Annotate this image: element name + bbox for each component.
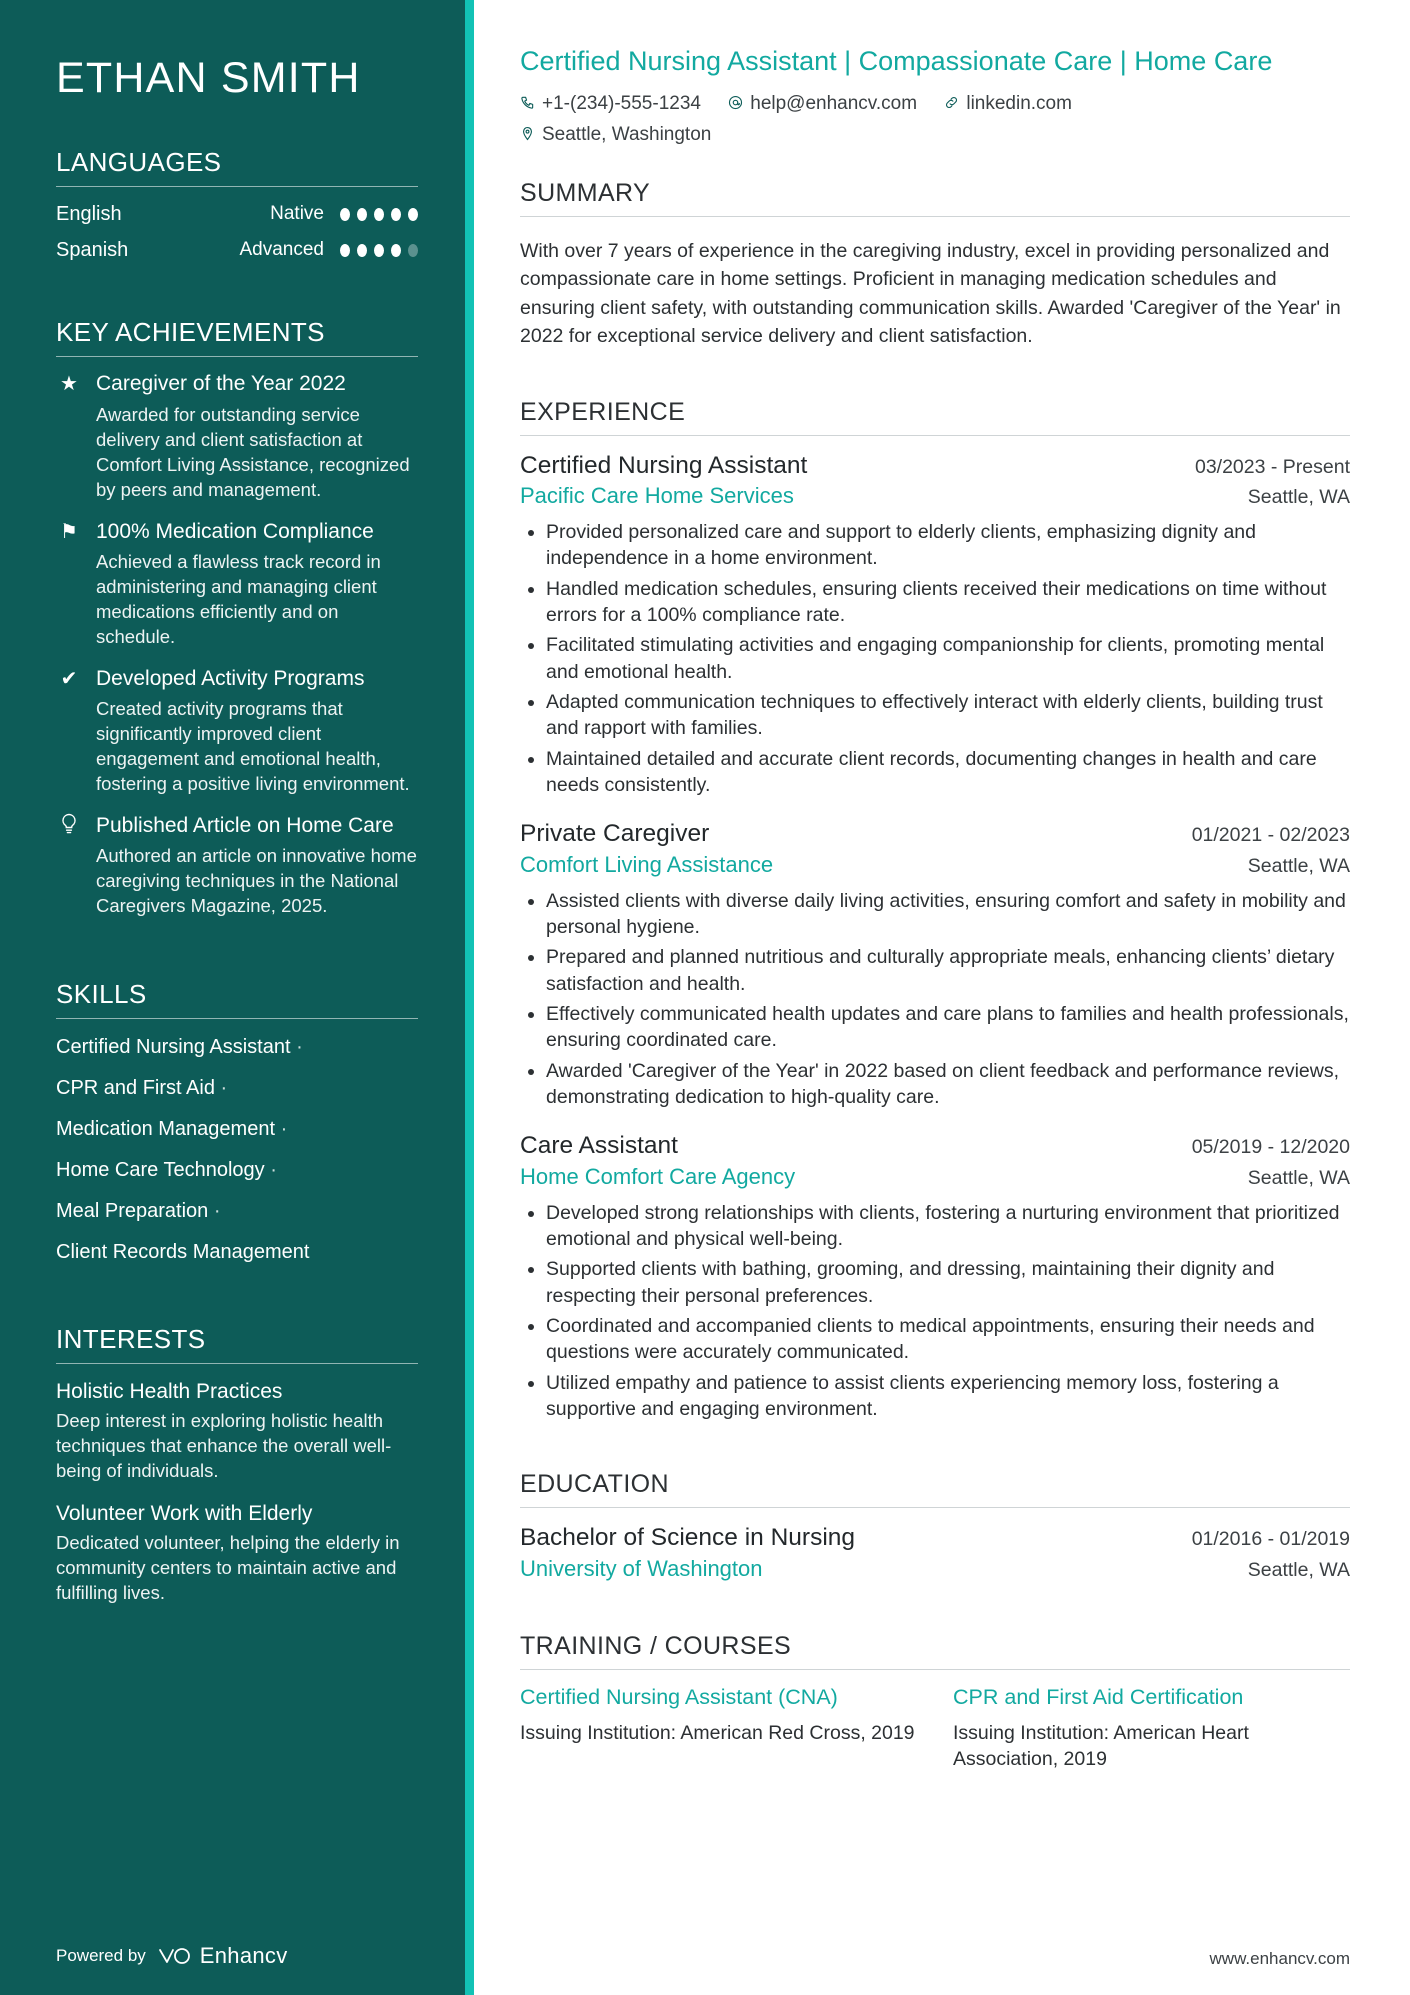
section-training-courses (520, 1632, 1350, 1773)
interest-item (56, 1500, 418, 1606)
skill-label: Home Care Technology (56, 1158, 265, 1181)
section-experience (520, 398, 1350, 1443)
interest-item (56, 1378, 418, 1484)
bullet: • Awarded 'Caregiver of the Year' in 2022 based on client feedback and performance reviews, demonstrating dedication to high-quality care. (546, 1058, 1350, 1111)
experience-date: 01/2021 - 02/2023 (1191, 824, 1350, 847)
summary-heading: SUMMARY (520, 179, 1350, 217)
link-icon (944, 90, 959, 119)
main-content (474, 0, 1410, 1995)
experience-entry (520, 450, 1350, 799)
interest-title: Holistic Health Practices (56, 1379, 283, 1403)
email-text: help@enhancv.com (750, 93, 918, 115)
headline: Certified Nursing Assistant | Compassionate Care | Home Care (520, 46, 1273, 76)
powered-by-footer (56, 1915, 418, 1995)
language-level: Native (270, 203, 324, 225)
language-level: Advanced (239, 239, 324, 261)
bullet: • Maintained detailed and accurate client records, documenting changes in health and care needs consistently. (546, 746, 1350, 799)
education-location: Seattle, WA (1247, 1559, 1350, 1582)
experience-date: 05/2019 - 12/2020 (1191, 1136, 1350, 1159)
achievement-title: Caregiver of the Year 2022 (96, 372, 346, 396)
experience-title: Private Caregiver (520, 820, 710, 848)
achievement-title: Published Article on Home Care (96, 813, 394, 837)
course-item (953, 1684, 1350, 1773)
languages-heading: LANGUAGES (56, 147, 418, 187)
education-entry (520, 1522, 1350, 1584)
location-text: Seattle, Washington (542, 124, 712, 146)
experience-title: Care Assistant (520, 1132, 678, 1160)
achievement-item (56, 813, 418, 919)
bullet: • Facilitated stimulating activities and engaging companionship for clients, promoting mental and emotional health. (546, 632, 1350, 685)
sidebar (0, 0, 474, 1995)
achievement-item (56, 666, 418, 797)
bullet: • Handled medication schedules, ensuring clients received their medications on time without errors for a 100% compliance rate. (546, 576, 1350, 629)
skill-item (56, 1034, 418, 1060)
section-summary (520, 179, 1350, 369)
achievement-description: Achieved a flawless track record in administering and managing client medications efficiently and on schedule. (96, 550, 381, 647)
location-icon (520, 121, 535, 150)
achievement-description: Awarded for outstanding service delivery and client satisfaction at Comfort Living Assistance, recognized by peers and management. (96, 403, 410, 500)
flag-icon: ⚑ (60, 520, 78, 543)
bullet: • Coordinated and accompanied clients to medical appointments, ensuring their needs and questions were accurately communicated. (546, 1313, 1350, 1366)
achievements-heading: KEY ACHIEVEMENTS (56, 317, 418, 357)
course-meta: Issuing Institution: American Red Cross, 2019 (520, 1721, 915, 1744)
language-name: Spanish (56, 239, 129, 262)
education-heading: EDUCATION (520, 1470, 1350, 1508)
candidate-name: ETHAN SMITH (56, 54, 361, 102)
footer-url: www.enhancv.com (1209, 1949, 1350, 1968)
section-skills (56, 979, 418, 1280)
experience-bullets (520, 519, 1350, 798)
skill-separator: · (280, 1117, 288, 1140)
language-rating (340, 244, 418, 257)
experience-organization: Home Comfort Care Agency (520, 1164, 796, 1190)
skill-item (56, 1239, 418, 1265)
enhancv-wordmark: Enhancv (199, 1943, 288, 1968)
experience-bullets (520, 888, 1350, 1111)
language-row (56, 201, 418, 227)
education-date: 01/2016 - 01/2019 (1191, 1528, 1350, 1551)
skill-item (56, 1075, 418, 1101)
bullet: • Supported clients with bathing, grooming, and dressing, maintaining their dignity and respecting their personal preferences. (546, 1256, 1350, 1309)
language-row (56, 237, 418, 263)
experience-location: Seattle, WA (1247, 1167, 1350, 1190)
skill-item (56, 1157, 418, 1183)
experience-heading: EXPERIENCE (520, 398, 1350, 436)
education-institution: University of Washington (520, 1556, 763, 1582)
skill-separator: · (270, 1158, 277, 1181)
skill-item (56, 1116, 418, 1142)
skill-separator: · (220, 1076, 228, 1099)
interest-description: Dedicated volunteer, helping the elderly in community centers to maintain active and fulfilling lives. (56, 1532, 400, 1604)
contact-linkedin[interactable] (944, 89, 1072, 119)
achievement-item (56, 371, 418, 502)
star-icon: ★ (60, 373, 78, 396)
bullet: • Effectively communicated health updates and care plans to families and health professionals, ensuring coordinated care. (546, 1001, 1350, 1054)
bullet: • Provided personalized care and support to elderly clients, emphasizing dignity and independence in a home environment. (546, 519, 1350, 572)
interest-title: Volunteer Work with Elderly (56, 1502, 313, 1526)
skill-label: Meal Preparation (56, 1199, 209, 1222)
skill-label: Client Records Management (56, 1240, 310, 1263)
email-icon (728, 90, 743, 119)
bullet: • Developed strong relationships with clients, fostering a nurturing environment that prioritized emotional and physical well-being. (546, 1200, 1350, 1253)
interest-description: Deep interest in exploring holistic health techniques that enhance the overall well-being of individuals. (56, 1410, 392, 1482)
section-education (520, 1470, 1350, 1604)
powered-by-label: Powered by (56, 1946, 146, 1965)
summary-text: With over 7 years of experience in the caregiving industry, excel in providing personalized and compassionate care in home settings. Proficient in managing medication schedules and ensuring client safety, with outstanding communication skills. Awarded 'Caregiver of the Year' in 2022 for exceptional service delivery and client satisfaction. (520, 239, 1341, 347)
skill-label: Certified Nursing Assistant (56, 1035, 291, 1058)
experience-organization: Pacific Care Home Services (520, 483, 794, 509)
skill-separator: · (213, 1199, 221, 1222)
contact-list (520, 89, 1350, 151)
experience-location: Seattle, WA (1247, 855, 1350, 878)
achievement-title: 100% Medication Compliance (96, 519, 374, 543)
enhancv-logo (158, 1943, 288, 1969)
skill-label: Medication Management (56, 1117, 276, 1140)
lightbulb-icon (56, 813, 82, 919)
achievement-title: Developed Activity Programs (96, 666, 365, 690)
experience-organization: Comfort Living Assistance (520, 852, 774, 878)
bullet: • Prepared and planned nutritious and culturally appropriate meals, enhancing clients’ dietary satisfaction and health. (546, 944, 1350, 997)
language-rating (340, 208, 418, 221)
experience-title: Certified Nursing Assistant (520, 451, 808, 479)
skill-separator: · (296, 1035, 303, 1058)
phone-icon (520, 90, 535, 119)
experience-bullets (520, 1200, 1350, 1423)
experience-date: 03/2023 - Present (1194, 455, 1350, 478)
course-meta: Issuing Institution: American Heart Association, 2019 (953, 1721, 1249, 1771)
bullet: • Assisted clients with diverse daily living activities, ensuring comfort and safety in mobility and personal hygiene. (546, 888, 1350, 941)
skill-item (56, 1198, 418, 1224)
linkedin-text: linkedin.com (966, 93, 1072, 115)
check-icon: ✔ (60, 667, 78, 690)
course-name: Certified Nursing Assistant (CNA) (520, 1684, 838, 1709)
phone-text: +1-(234)-555-1234 (542, 93, 701, 115)
education-degree: Bachelor of Science in Nursing (520, 1524, 856, 1552)
achievement-item (56, 519, 418, 650)
achievement-description: Created activity programs that significantly improved client engagement and emotional health, fostering a positive living environment. (96, 697, 410, 794)
section-key-achievements (56, 317, 418, 935)
course-name: CPR and First Aid Certification (953, 1684, 1244, 1709)
experience-location: Seattle, WA (1247, 486, 1350, 509)
training-heading: TRAINING / COURSES (520, 1632, 1350, 1670)
contact-location (520, 120, 711, 150)
contact-phone (520, 89, 701, 119)
bullet: • Utilized empathy and patience to assist clients experiencing memory loss, fostering a supportive and engaging environment. (546, 1370, 1350, 1423)
bullet: • Adapted communication techniques to effectively interact with elderly clients, building trust and rapport with families. (546, 689, 1350, 742)
experience-entry (520, 1130, 1350, 1422)
interests-heading: INTERESTS (56, 1324, 418, 1364)
contact-email[interactable] (728, 89, 917, 119)
course-item (520, 1684, 917, 1773)
skill-label: CPR and First Aid (56, 1076, 215, 1099)
skills-heading: SKILLS (56, 979, 418, 1019)
language-name: English (56, 203, 122, 226)
experience-entry (520, 818, 1350, 1110)
section-interests (56, 1324, 418, 1622)
achievement-description: Authored an article on innovative home caregiving techniques in the National Caregivers Magazine, 2025. (96, 845, 417, 916)
section-languages (56, 147, 418, 273)
